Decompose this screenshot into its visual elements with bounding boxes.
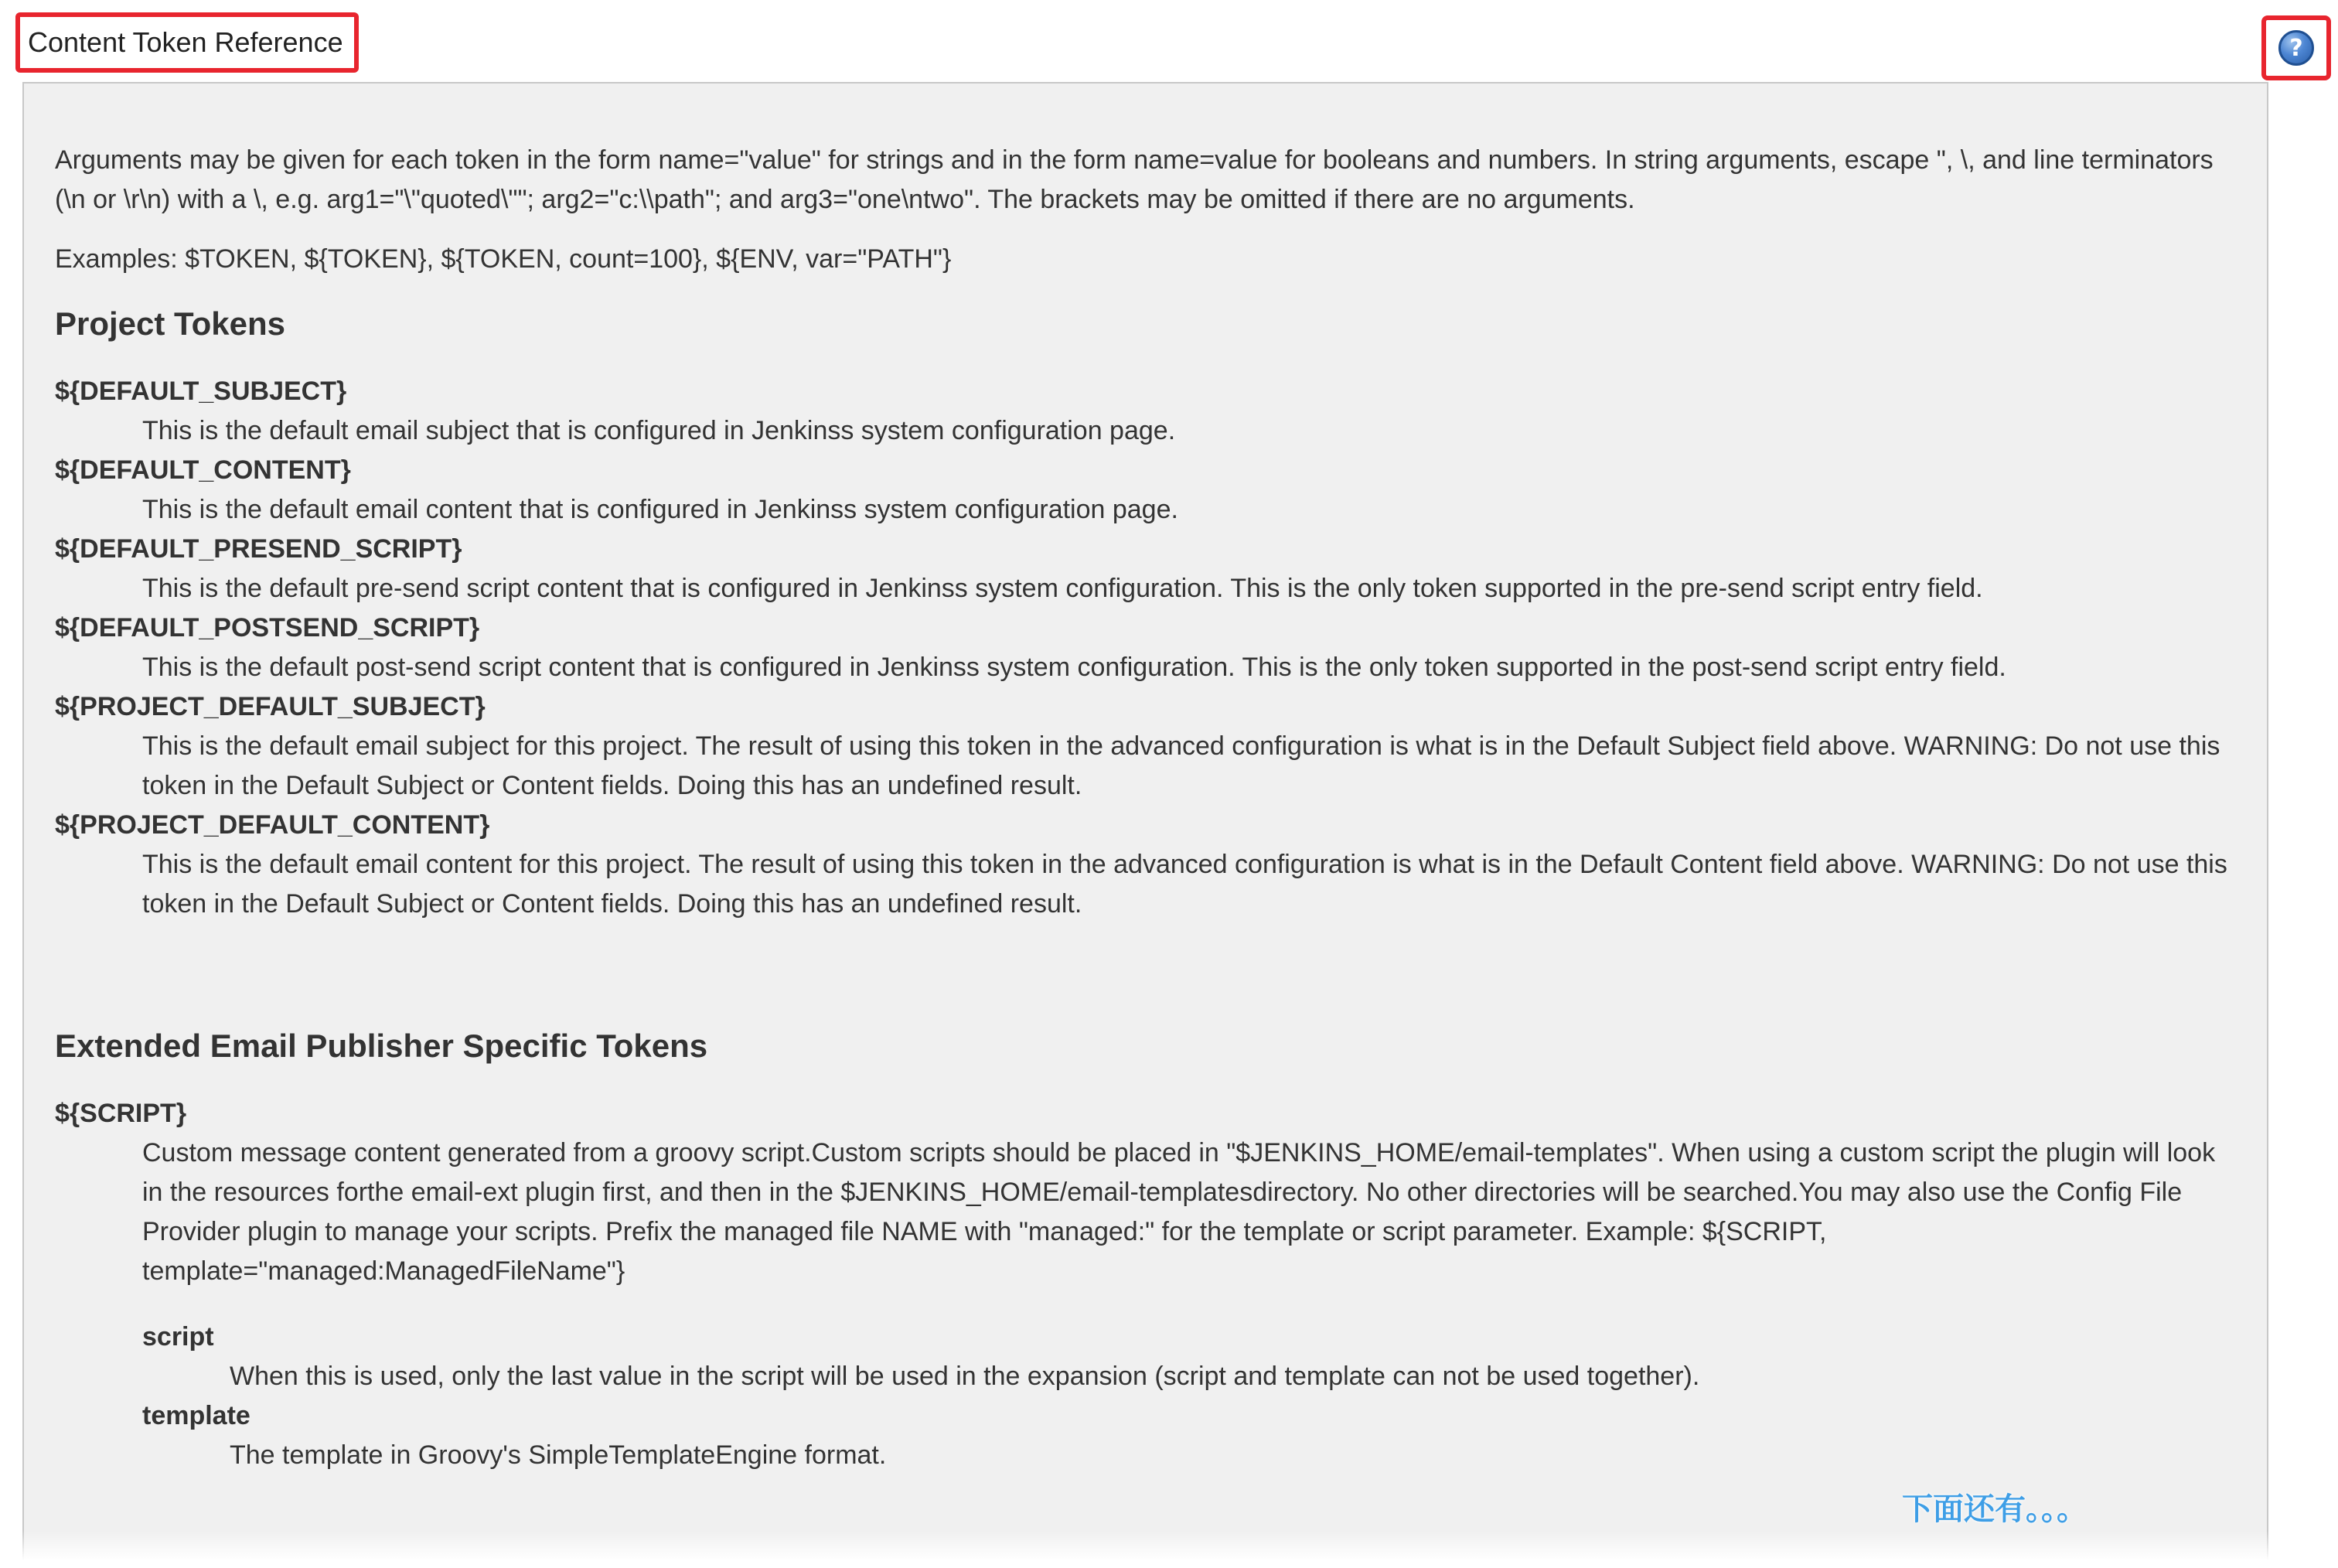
project-tokens-list	[55, 372, 2236, 924]
publisher-tokens-heading: Extended Email Publisher Specific Tokens	[55, 1028, 708, 1064]
arguments-paragraph: Arguments may be given for each token in the form name="value" for strings and in the form name=value for booleans and numbers. In string arguments, escape ", \, and line terminators (\n or \r\n) with a \, e.g. arg1="\"quoted\""; arg2="c:\\path"; and arg3="one\ntwo". The brackets may be omitted if there are no arguments.	[55, 145, 2214, 214]
token-name: ${DEFAULT_CONTENT}	[55, 455, 351, 485]
publisher-tokens-list	[55, 1094, 2236, 1475]
page-title	[15, 12, 359, 73]
project-tokens-heading: Project Tokens	[55, 305, 285, 342]
bottom-fade	[22, 1531, 2268, 1568]
token-name: ${DEFAULT_POSTSEND_SCRIPT}	[55, 613, 480, 643]
help-icon[interactable]: ?	[2278, 30, 2314, 66]
content-panel	[22, 82, 2268, 1568]
token-name: ${PROJECT_DEFAULT_SUBJECT}	[55, 692, 486, 721]
token-description: This is the default email subject that is configured in Jenkinss system configuration page.	[142, 416, 1176, 445]
token-name: ${DEFAULT_PRESEND_SCRIPT}	[55, 534, 462, 564]
parameter-description: When this is used, only the last value in the script will be used in the expansion (script and template can not be used together).	[230, 1362, 1700, 1391]
examples-paragraph: Examples: $TOKEN, ${TOKEN}, ${TOKEN, count=100}, ${ENV, var="PATH"}	[55, 244, 952, 274]
parameter-name: script	[142, 1322, 214, 1352]
token-description: This is the default email subject for this project. The result of using this token in the advanced configuration is what is in the Default Subject field above. WARNING: Do not use this token in the Default Subject or Content fields. Doing this has an undefined result.	[142, 731, 2220, 800]
token-description: This is the default email content for this project. The result of using this token in the advanced configuration is what is in the Default Content field above. WARNING: Do not use this token in the Default Subject or Content fields. Doing this has an undefined result.	[142, 850, 2227, 919]
token-name: ${SCRIPT}	[55, 1099, 187, 1128]
more-below-annotation: 下面还有。。。	[1902, 1491, 2088, 1527]
page-title-text: Content Token Reference	[28, 26, 343, 58]
section-spacer	[55, 924, 2236, 1024]
script-token-description: Custom message content generated from a groovy script.Custom scripts should be placed in "$JENKINS_HOME/email-templates". When using a custom script the plugin will look in the resources forthe email-ext plugin first, and then in the $JENKINS_HOME/email-templatesdirectory. No other directories will be searched.You may also use the Config File Provider plugin to manage your scripts. Prefix the managed file NAME with "managed:" for the template or script parameter. Example: ${SCRIPT, template="managed:ManagedFileName"}	[142, 1138, 2216, 1286]
token-name: ${DEFAULT_SUBJECT}	[55, 377, 347, 406]
token-description: This is the default post-send script content that is configured in Jenkinss system configuration. This is the only token supported in the post-send script entry field.	[142, 653, 2006, 682]
token-description: This is the default email content that is configured in Jenkinss system configuration page.	[142, 495, 1178, 524]
token-description: This is the default pre-send script content that is configured in Jenkinss system configuration. This is the only token supported in the pre-send script entry field.	[142, 574, 1983, 603]
parameter-name: template	[142, 1401, 250, 1430]
help-button[interactable]	[2261, 15, 2331, 80]
parameter-description: The template in Groovy's SimpleTemplateEngine format.	[230, 1440, 887, 1470]
token-description	[142, 1133, 2236, 1475]
token-name: ${PROJECT_DEFAULT_CONTENT}	[55, 810, 490, 840]
script-parameters-list	[142, 1317, 2236, 1475]
